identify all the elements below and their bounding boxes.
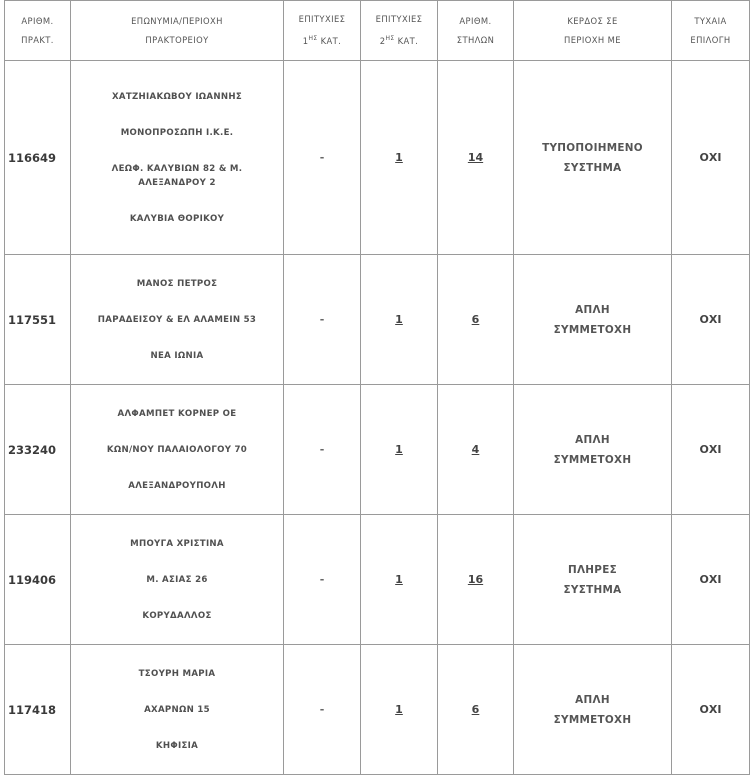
agency-number: 117551 (5, 255, 71, 385)
second-category-wins (361, 645, 438, 775)
table-row (5, 515, 750, 645)
first-category-wins: - (284, 255, 361, 385)
agency-number: 233240 (5, 385, 71, 515)
second-category-wins (361, 61, 438, 255)
gain-type: ΠΛΗΡΕΣ ΣΥΣΤΗΜΑ (514, 515, 672, 645)
columns-count (438, 255, 514, 385)
table-row (5, 61, 750, 255)
random-pick: ΟΧΙ (672, 515, 750, 645)
second-category-wins-link[interactable]: 1 (395, 443, 403, 456)
header-row (5, 1, 750, 61)
agency-address: ΑΧΑΡΝΩΝ 15 (144, 704, 210, 715)
header-gain-type: ΚΕΡΔΟΣ ΣΕ ΠΕΡΙΟΧΗ ΜΕ (514, 1, 672, 61)
header-first-category: ΕΠΙΤΥΧΙΕΣ $1^{H\Sigma}$ ΚΑΤ. (284, 1, 361, 61)
agency-details (71, 385, 284, 515)
header-second-category: ΕΠΙΤΥΧΙΕΣ $2^{H\Sigma}$ ΚΑΤ. (361, 1, 438, 61)
random-pick: ΟΧΙ (672, 255, 750, 385)
second-category-wins-link[interactable]: 1 (395, 313, 403, 326)
agency-address-cont: ΑΛΕΞΑΝΔΡΟΥ 2 (138, 177, 216, 188)
agency-address: ΚΩΝ/ΝΟΥ ΠΑΛΑΙΟΛΟΓΟΥ 70 (106, 444, 248, 455)
header-agency-name: ΕΠΩΝΥΜΙΑ/ΠΕΡΙΟΧΗ ΠΡΑΚΤΟΡΕΙΟΥ (71, 1, 284, 61)
agency-number: 116649 (5, 61, 71, 255)
agency-details (71, 255, 284, 385)
random-pick: ΟΧΙ (672, 645, 750, 775)
second-category-wins (361, 255, 438, 385)
agency-area: ΚΗΦΙΣΙΑ (155, 740, 199, 751)
agency-details (71, 515, 284, 645)
first-category-wins: - (284, 645, 361, 775)
agency-number: 119406 (5, 515, 71, 645)
agency-name: ΜΠΟΥΓΑ ΧΡΙΣΤΙΝΑ (130, 538, 224, 549)
agency-address: ΛΕΩΦ. ΚΑΛΥΒΙΩΝ 82 & Μ. (111, 163, 243, 174)
agency-address: Μ. ΑΣΙΑΣ 26 (146, 574, 208, 585)
agency-name: ΜΑΝΟΣ ΠΕΤΡΟΣ (136, 278, 218, 289)
agency-number: 117418 (5, 645, 71, 775)
second-category-wins (361, 385, 438, 515)
random-pick: ΟΧΙ (672, 385, 750, 515)
gain-type: ΑΠΛΗ ΣΥΜΜΕΤΟΧΗ (514, 255, 672, 385)
agency-name: ΧΑΤΖΗΙΑΚΩΒΟΥ ΙΩΑΝΝΗΣ (111, 91, 243, 102)
columns-count-link[interactable]: 4 (471, 443, 480, 456)
second-category-wins-link[interactable]: 1 (395, 151, 403, 164)
gain-type: ΤΥΠΟΠΟΙΗΜΕΝΟ ΣΥΣΤΗΜΑ (514, 61, 672, 255)
table-row (5, 645, 750, 775)
columns-count (438, 61, 514, 255)
second-category-wins-link[interactable]: 1 (395, 573, 403, 586)
columns-count (438, 385, 514, 515)
first-category-wins: - (284, 385, 361, 515)
columns-count-link[interactable]: 16 (467, 573, 484, 586)
columns-count (438, 515, 514, 645)
agency-name: ΤΣΟΥΡΗ ΜΑΡΙΑ (138, 668, 216, 679)
columns-count-link[interactable]: 6 (471, 313, 480, 326)
header-columns: ΑΡΙΘΜ. ΣΤΗΛΩΝ (438, 1, 514, 61)
winners-table (4, 0, 750, 775)
second-category-wins-link[interactable]: 1 (395, 703, 403, 716)
first-category-wins: - (284, 61, 361, 255)
random-pick: ΟΧΙ (672, 61, 750, 255)
columns-count (438, 645, 514, 775)
agency-area: ΚΟΡΥΔΑΛΛΟΣ (142, 610, 212, 621)
agency-name: ΑΛΦΑΜΠΕΤ ΚΟΡΝΕΡ ΟΕ (117, 408, 237, 419)
gain-type: ΑΠΛΗ ΣΥΜΜΕΤΟΧΗ (514, 645, 672, 775)
header-random-pick: ΤΥΧΑΙΑ ΕΠΙΛΟΓΗ (672, 1, 750, 61)
agency-area: ΚΑΛΥΒΙΑ ΘΟΡΙΚΟΥ (129, 213, 225, 224)
second-category-wins (361, 515, 438, 645)
columns-count-link[interactable]: 6 (471, 703, 480, 716)
agency-address: ΠΑΡΑΔΕΙΣΟΥ & ΕΛ ΑΛΑΜΕΙΝ 53 (97, 314, 257, 325)
table-row (5, 255, 750, 385)
agency-area: ΝΕΑ ΙΩΝΙΑ (150, 350, 204, 361)
agency-company: ΜΟΝΟΠΡΟΣΩΠΗ Ι.Κ.Ε. (120, 127, 234, 138)
gain-type: ΑΠΛΗ ΣΥΜΜΕΤΟΧΗ (514, 385, 672, 515)
columns-count-link[interactable]: 14 (467, 151, 484, 164)
agency-details (71, 61, 284, 255)
first-category-wins: - (284, 515, 361, 645)
agency-area: ΑΛΕΞΑΝΔΡΟΥΠΟΛΗ (128, 480, 226, 491)
header-agency-number: ΑΡΙΘΜ. ΠΡΑΚΤ. (5, 1, 71, 61)
table-row (5, 385, 750, 515)
agency-details (71, 645, 284, 775)
